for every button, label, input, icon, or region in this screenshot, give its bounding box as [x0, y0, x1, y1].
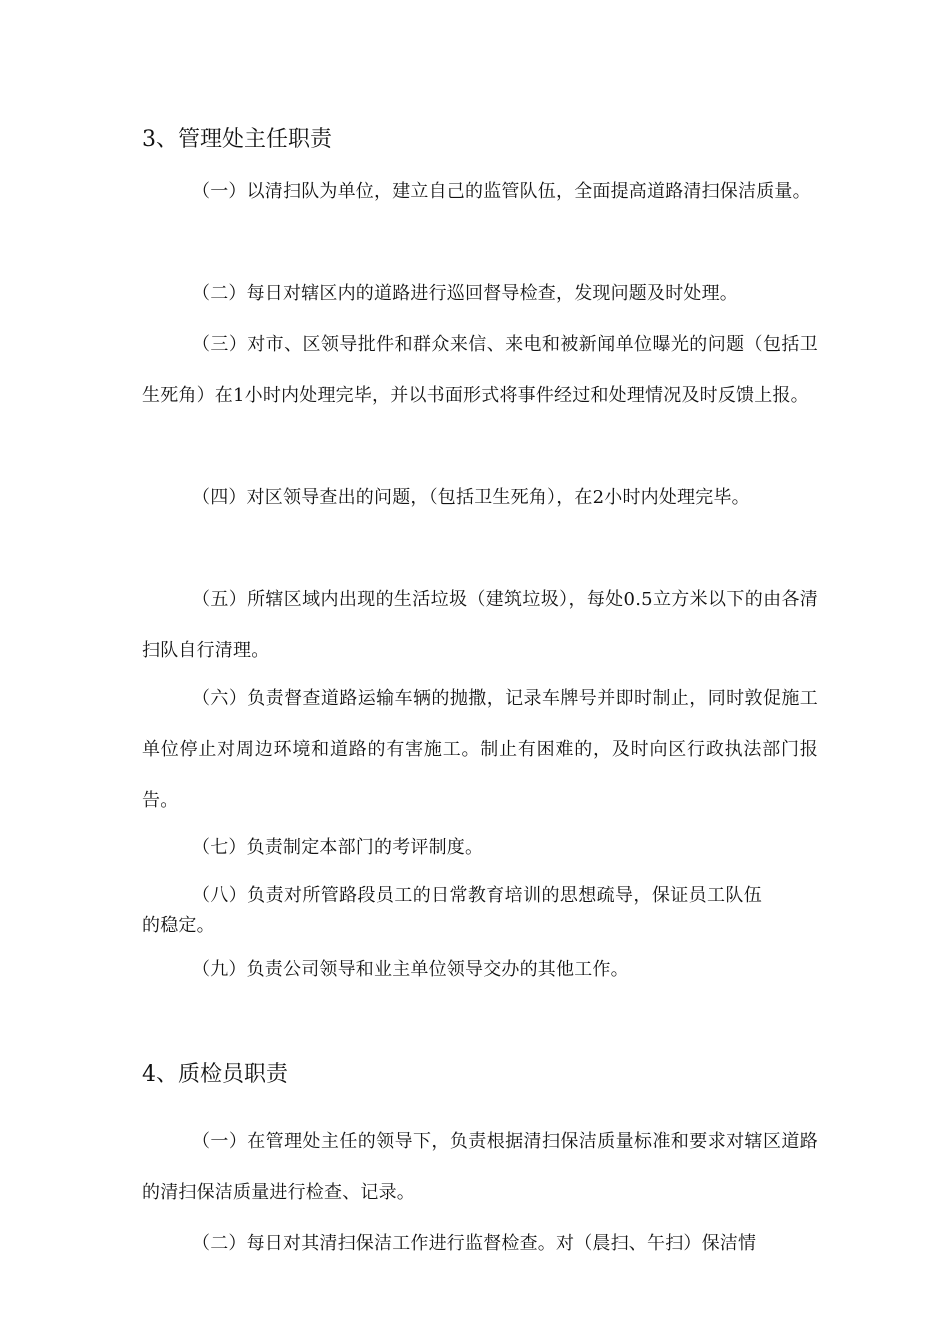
- section-3-item-6: （六）负责督查道路运输车辆的抛撒，记录车牌号并即时制止，同时敦促施工单位停止对周边环境和道路的有害施工。制止有困难的，及时向区行政执法部门报告。: [142, 688, 818, 811]
- section-3-item-1: （一）以清扫队为单位，建立自己的监管队伍，全面提高道路清扫保洁质量。: [192, 181, 811, 202]
- section-4-item-1: （一）在管理处主任的领导下，负责根据清扫保洁质量标准和要求对辖区道路的清扫保洁质量进行检查、记录。: [142, 1131, 818, 1203]
- section-4-item-2: （二）每日对其清扫保洁工作进行监督检查。对（晨扫、午扫）保洁情: [192, 1233, 757, 1254]
- section-3-item-3: （三）对市、区领导批件和群众来信、来电和被新闻单位曝光的问题（包括卫生死角）在1小时内处理完毕，并以书面形式将事件经过和处理情况及时反馈上报。: [142, 334, 818, 406]
- section-3-item-8: （八）负责对所管路段员工的日常教育培训的思想疏导，保证员工队伍的稳定。: [142, 885, 762, 936]
- section-3-item-5: （五）所辖区域内出现的生活垃圾（建筑垃圾），每处0.5立方米以下的由各清扫队自行清理。: [142, 589, 818, 661]
- section-3-item-7: （七）负责制定本部门的考评制度。: [192, 837, 484, 858]
- section-3-heading: 3、管理处主任职责: [142, 127, 332, 152]
- section-3-item-4: （四）对区领导查出的问题，（包括卫生死角），在2小时内处理完毕。: [192, 487, 750, 508]
- section-3-item-2: （二）每日对辖区内的道路进行巡回督导检查，发现问题及时处理。: [192, 283, 738, 304]
- section-3-item-9: （九）负责公司领导和业主单位领导交办的其他工作。: [192, 959, 629, 980]
- section-4-heading: 4、质检员职责: [142, 1062, 288, 1087]
